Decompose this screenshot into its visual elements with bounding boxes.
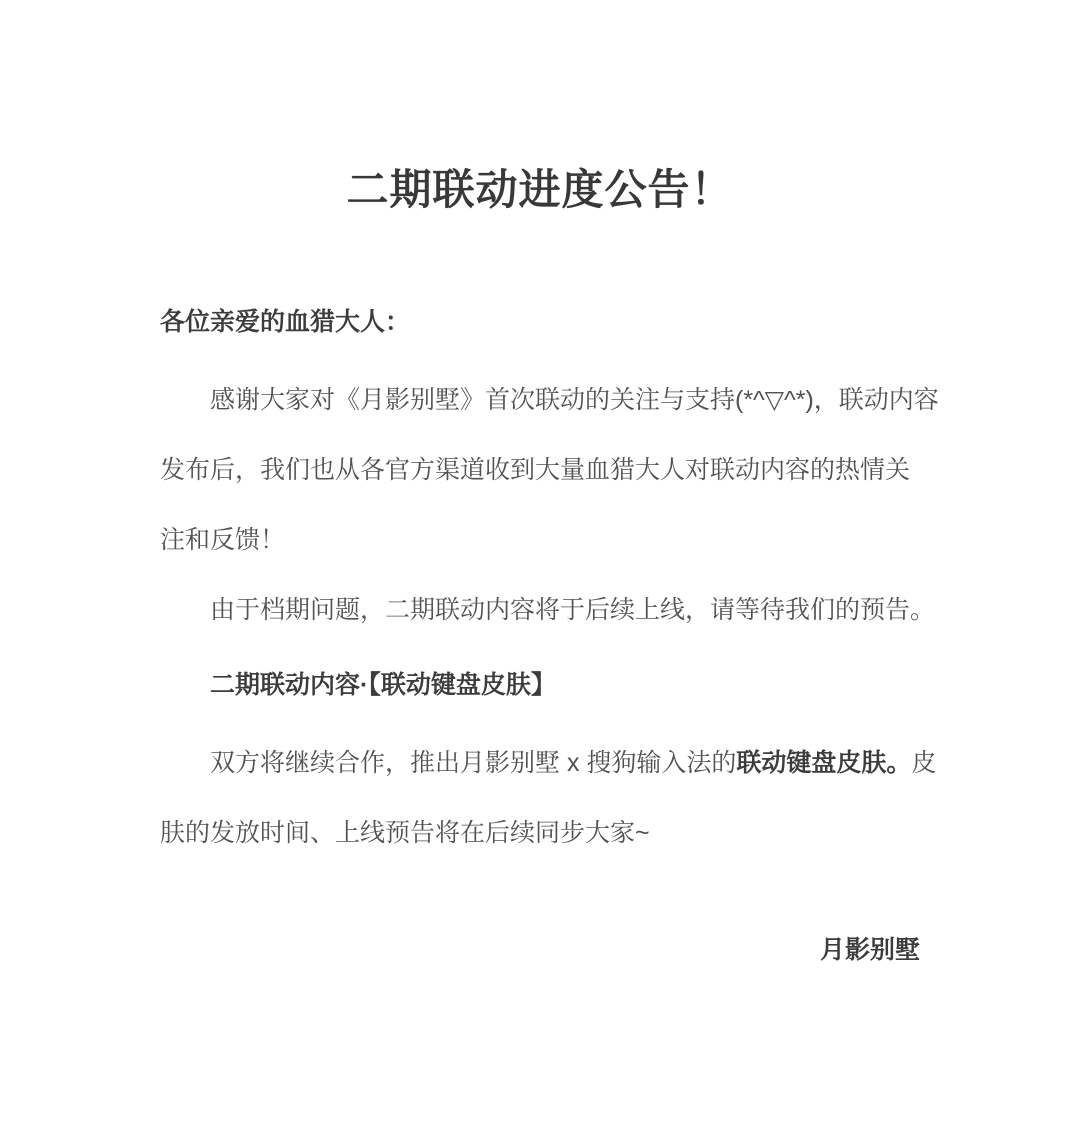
signature-line: 月影别墅 — [819, 936, 920, 964]
paragraph1-line2: 发布后，我们也从各官方渠道收到大量血猎大人对联动内容的热情关 — [160, 456, 911, 484]
section-subheading: 二期联动内容·【联动键盘皮肤】 — [210, 671, 556, 699]
paragraph1-line1: 感谢大家对《月影别墅》首次联动的关注与支持(*^▽^*)，联动内容 — [210, 386, 939, 414]
paragraph3-line1-regular: 双方将继续合作，推出月影别墅 x 搜狗输入法的 — [210, 749, 737, 777]
paragraph3-line1 — [160, 728, 937, 798]
paragraph1-line3: 注和反馈！ — [160, 526, 286, 554]
greeting-line: 各位亲爱的血猎大人： — [160, 308, 411, 336]
paragraph2-line1: 由于档期问题，二期联动内容将于后续上线，请等待我们的预告。 — [210, 596, 936, 624]
paragraph3-line1-tail: 皮 — [911, 749, 937, 777]
announcement-body — [160, 287, 939, 985]
page-title: 二期联动进度公告！ — [346, 166, 734, 213]
paragraph3-line2: 肤的发放时间、上线预告将在后续同步大家~ — [160, 819, 650, 847]
paragraph3-line1-highlight: 联动键盘皮肤。 — [736, 749, 912, 777]
